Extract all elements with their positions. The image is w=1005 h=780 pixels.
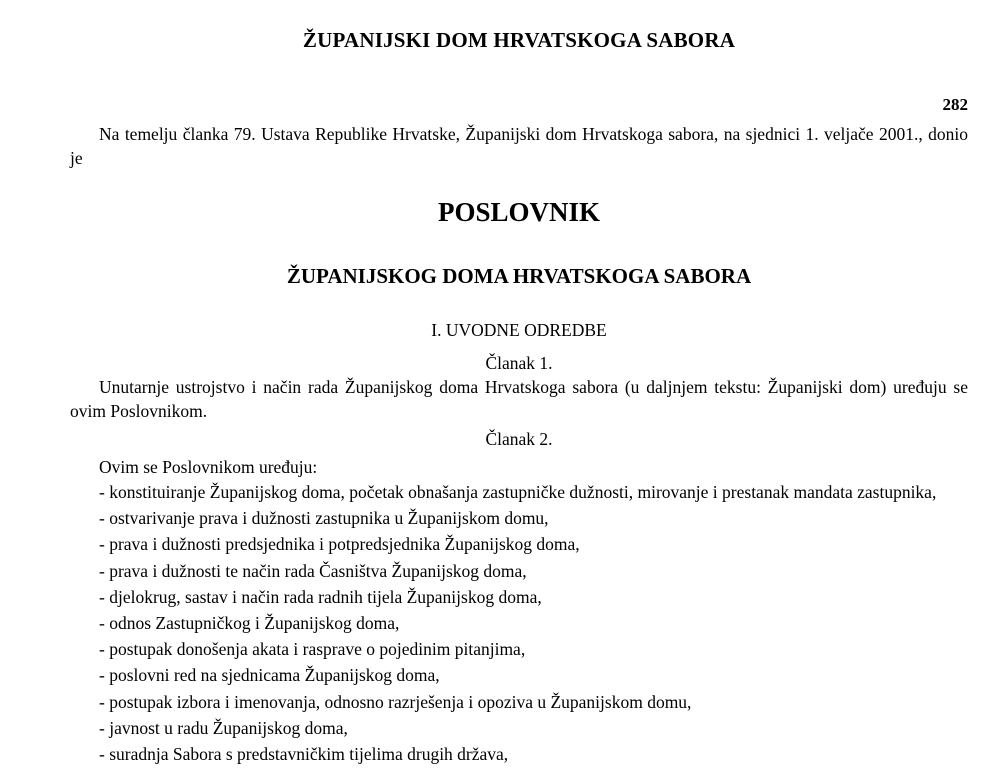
header-title: ŽUPANIJSKI DOM HRVATSKOGA SABORA [302,28,736,52]
list-item: - prava i dužnosti te način rada Časništva Županijskog doma, [99,560,527,581]
list-item: - odnos Zastupničkog i Županijskog doma, [99,612,400,633]
article-1-title: Članak 1. [485,353,553,373]
list-item: - konstituiranje Županijskog doma, početak obnašanja zastupničke dužnosti, mirovanje i prestanak mandata zastupnika, [99,482,937,502]
document-number: 282 [942,95,968,114]
list-item: - djelokrug, sastav i način rada radnih tijela Županijskog doma, [99,586,542,607]
list-item: - prava i dužnosti predsjednika i potpredsjednika Županijskog doma, [99,534,580,555]
list-item: - ostvarivanje prava i dužnosti zastupnika u Županijskom domu, [99,508,549,529]
article-2-intro: Ovim se Poslovnikom uređuju: [99,457,318,477]
document-title: POSLOVNIK [437,197,601,227]
article-1-text: Unutarnje ustrojstvo i način rada Županijskog doma Hrvatskoga sabora (u daljnjem tekstu: Županijski dom) uređuju se ovim Poslovnikom. [70,377,968,421]
document-subtitle: ŽUPANIJSKOG DOMA HRVATSKOGA SABORA [286,264,752,288]
list-item: - postupak donošenja akata i rasprave o pojedinim pitanjima, [99,639,526,660]
section-title: I. UVODNE ODREDBE [431,320,607,340]
list-item: - poslovni red na sjednicama Županijskog doma, [99,665,440,686]
list-item: - suradnja Sabora s predstavničkim tijelima drugih država, [99,743,509,764]
article-2-list [70,480,968,768]
list-item: - postupak izbora i imenovanja, odnosno razrješenja i opoziva u Županijskom domu, [99,691,692,712]
document-page [70,0,968,780]
intro-paragraph: Na temelju članka 79. Ustava Republike Hrvatske, Županijski dom Hrvatskoga sabora, na sjednici 1. veljače 2001., donio je [70,124,968,168]
article-2-title: Članak 2. [485,429,553,449]
list-item: - javnost u radu Županijskog doma, [99,717,348,738]
